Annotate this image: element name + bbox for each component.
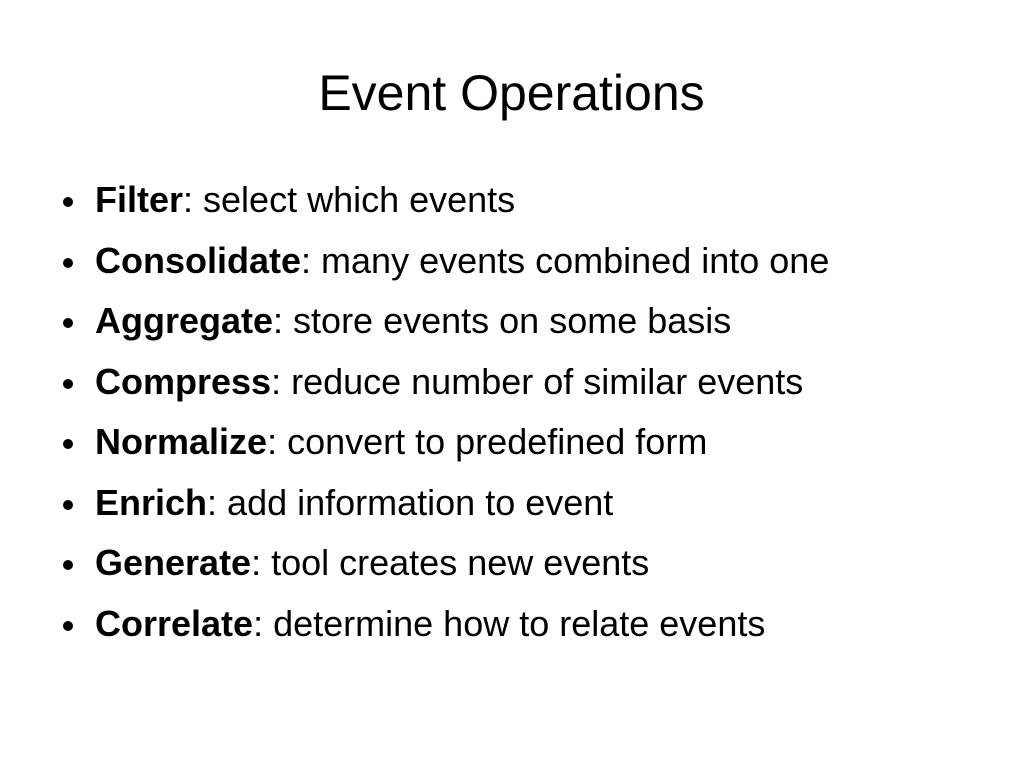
slide-title: Event Operations xyxy=(318,65,705,121)
bullet-description: add information to event xyxy=(217,481,614,523)
bullet-dot-icon xyxy=(63,197,73,207)
bullet-term: Consolidate xyxy=(95,239,302,281)
bullet-dot-icon xyxy=(63,621,73,631)
bullet-dot-icon xyxy=(63,258,73,268)
bullet-text xyxy=(95,473,613,534)
bullet-description: store events on some basis xyxy=(283,300,732,341)
bullet-description: select which events xyxy=(193,179,516,220)
bullet-text xyxy=(95,170,515,231)
bullet-separator: : xyxy=(301,239,312,281)
bullet-term: Compress xyxy=(95,360,272,402)
bullet-dot-icon xyxy=(63,500,73,510)
bullet-separator: : xyxy=(253,602,264,644)
bullet-term: Filter xyxy=(95,179,184,220)
bullet-description: reduce number of similar events xyxy=(281,360,804,402)
bullet-separator: : xyxy=(251,542,262,583)
bullet-text xyxy=(95,352,803,413)
bullet-text xyxy=(95,231,829,292)
bullet-description: tool creates new events xyxy=(261,542,650,583)
bullet-text xyxy=(95,291,731,352)
bullet-description: convert to predefined form xyxy=(277,421,708,462)
bullet-dot-icon xyxy=(63,318,73,328)
bullet-dot-icon xyxy=(63,379,73,389)
bullet-term: Normalize xyxy=(95,421,268,462)
bullet-separator: : xyxy=(267,421,278,462)
bullet-term: Aggregate xyxy=(95,300,274,341)
bullet-term: Generate xyxy=(95,542,252,583)
bullet-dot-icon xyxy=(63,560,73,570)
bullet-separator: : xyxy=(271,360,282,402)
bullet-separator: : xyxy=(207,481,218,523)
bullet-dot-icon xyxy=(63,439,73,449)
bullet-text xyxy=(95,412,707,473)
bullet-text xyxy=(95,594,765,655)
bullet-separator: : xyxy=(183,179,194,220)
bullet-term: Enrich xyxy=(95,481,208,523)
bullet-description: many events combined into one xyxy=(311,239,830,281)
bullet-text xyxy=(95,533,649,594)
bullet-term: Correlate xyxy=(95,602,254,644)
bullet-separator: : xyxy=(273,300,284,341)
bullet-description: determine how to relate events xyxy=(263,602,766,644)
